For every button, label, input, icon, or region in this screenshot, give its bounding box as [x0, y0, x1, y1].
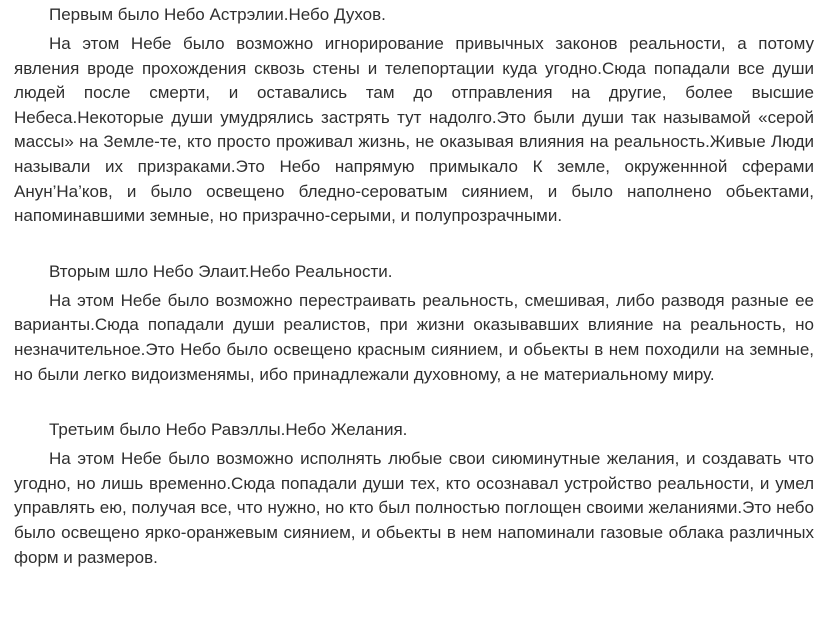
section-paragraph: На этом Небе было возможно игнорирование привычных законов реальности, а потому явления вроде прохождения сквозь стены и телепортации куда угодно.Сюда попадали все души людей после смерти, и оставались там до отправления на другие, более высшие Небеса.Некоторые души умудрялись застрять тут надолго.Это были души так называмой «серой массы» на Земле-те, кто просто проживал жизнь, не оказывая влияния на реальность.Живые Люди называли их призраками.Это Небо напрямую примыкало К земле, окруженнной сферами Анун’На’ков, и было освещено бледно-сероватым сиянием, и было наполнено обьектами, напоминавшими земные, но призрачно-серыми, и полупрозрачными. — [14, 34, 814, 226]
section-ravella — [14, 417, 814, 570]
section-astrelia — [14, 2, 814, 229]
section-elait — [14, 259, 814, 387]
section-heading: Вторым шло Небо Элаит.Небо Реальности. — [49, 261, 393, 281]
section-paragraph: На этом Небе было возможно исполнять любые свои сиюминутные желания, и создавать что угодно, но лишь временно.Сюда попадали души тех, кто осознавал устройство реальности, и умел управлять ею, получая все, что нужно, но кто был полностью поглощен своими желаниями.Это небо было освещено ярко-оранжевым сиянием, и обьекты в нем напоминали газовые облака различных форм и размеров. — [14, 449, 814, 567]
section-heading: Первым было Небо Астрэлии.Небо Духов. — [49, 5, 386, 24]
section-paragraph: На этом Небе было возможно перестраивать реальность, смешивая, либо разводя разные ее варианты.Сюда попадали души реалистов, при жизни оказывавших влияние на реальность, но незначительное.Это Небо было освещено красным сиянием, и обьекты в нем походили на земные, но были легко видоизменямы, ибо принадлежали духовному, а не материальному миру. — [14, 290, 814, 384]
section-heading: Третьим было Небо Равэллы.Небо Желания. — [49, 420, 408, 440]
document-page — [14, 2, 814, 570]
